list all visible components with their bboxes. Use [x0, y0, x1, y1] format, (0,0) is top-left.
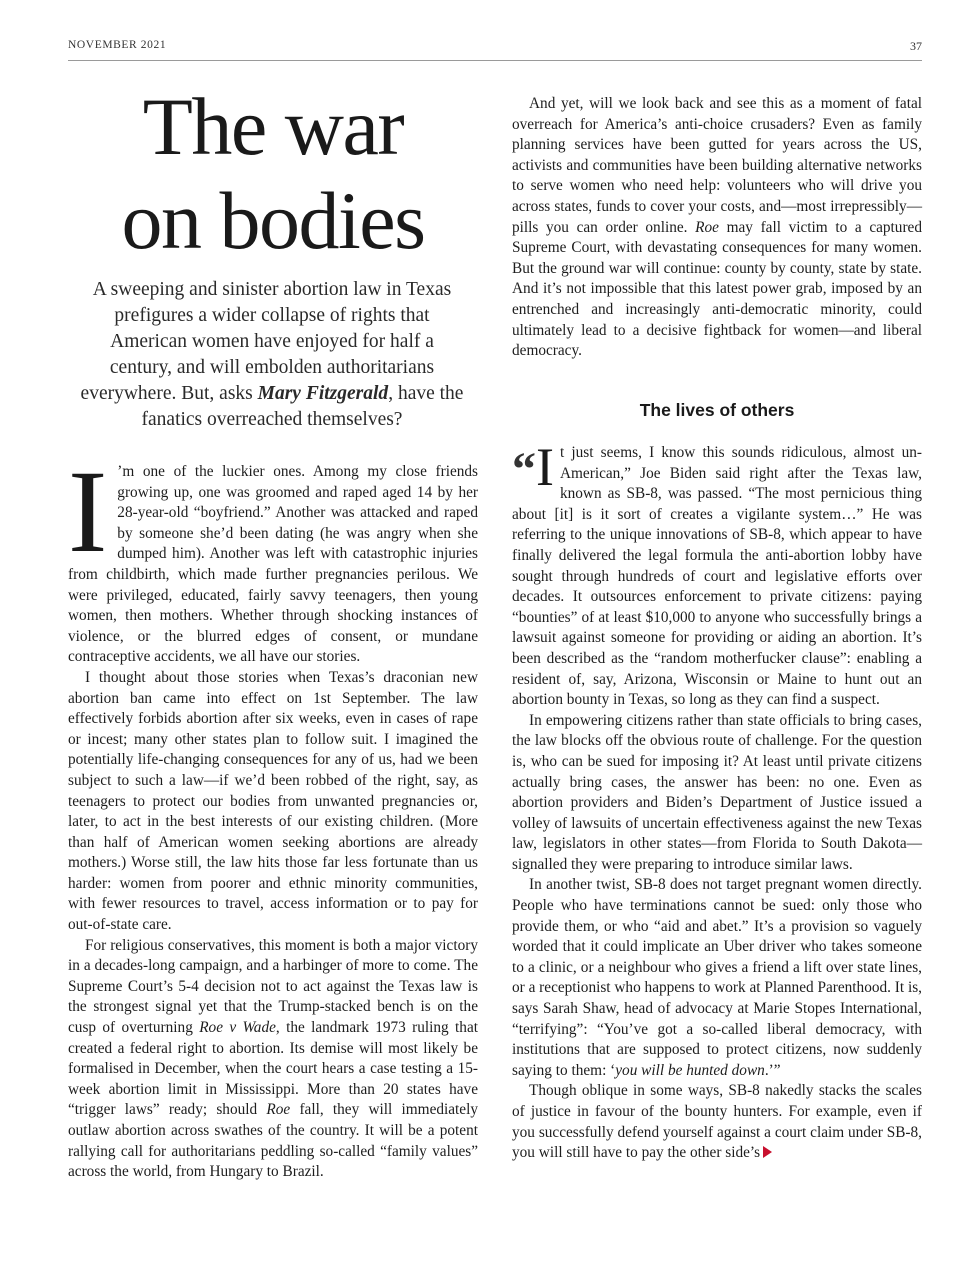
page-number: 37	[910, 39, 922, 53]
right-column-top	[512, 94, 922, 362]
paragraph	[512, 437, 922, 711]
case-name: Roe	[266, 1101, 291, 1119]
continue-arrow-icon	[763, 1146, 772, 1158]
paragraph	[68, 936, 478, 1183]
paragraph-text: may fall victim to a captured Supreme Court, with devastating consequences for many women. But the ground war will continue: county by county, state by state. And it’s not impossible that this latest power grab, imposed by an entrenched and increasingly anti-democratic minority, could ultimately lead to a decisive fightback for women—and liberal democracy.	[512, 218, 922, 360]
issue-date: NOVEMBER 2021	[68, 39, 167, 51]
left-column	[68, 446, 478, 1183]
drop-cap-letter: I	[536, 437, 554, 497]
article-title	[68, 80, 478, 269]
title-line-1: The war	[142, 81, 404, 172]
paragraph	[512, 875, 922, 1081]
dek-text-2: , have the fanatics overreached themselves?	[141, 383, 464, 430]
paragraph: I thought about those stories when Texas’s draconian new abortion ban came into effect on 1st September. The law effectively forbids abortion after six weeks, even in cases of rape or incest; many other states plan to follow suit. I imagined the potentially life-changing consequences for any of us, had we been subject to such a law—if we’d been robbed of the right, say, as teenagers to protect our bodies from unwanted pregnancies or, later, to act in the best interests of our existing children. (More than half of American women seeking abortions are already mothers.) Worse still, the law hits those far less fortunate than us harder: women from poorer and ethnic minority communities, with fewer resources to travel, access information or to pay for out-of-state care.	[68, 668, 478, 934]
header-rule	[68, 60, 922, 61]
right-column-bottom	[512, 437, 922, 1164]
case-name: Roe	[695, 218, 719, 236]
paragraph-text: For religious conservatives, this moment is both a major victory in a decades-long campaign, and a harbinger of more to come. The Supreme Court’s 5-4 decision not to act against the Texas law is the strongest signal yet that the Trump-stacked bench is on the cusp of overturning	[68, 936, 478, 1037]
section-heading: The lives of others	[639, 400, 795, 420]
drop-cap: I	[68, 446, 108, 577]
paragraph-text: fall, they will immediately outlaw abortion across swathes of the country. It will be a potent rallying call for authoritarians peddling so-called “family values” across the world, from Hungary to Brazil.	[68, 1101, 478, 1181]
title-line-2: on bodies	[121, 175, 425, 267]
quote-mark: “	[512, 443, 530, 496]
article-standfirst	[80, 277, 464, 433]
paragraph-text: , the landmark 1973 ruling that created a federal right to abortion. Its demise will most likely be formalised in December, when the court hears a case testing a 15-week abortion limit in Mississippi. More than 20 states have “trigger laws” ready; should	[68, 1019, 478, 1119]
paragraph-text: Though oblique in some ways, SB-8 nakedly stacks the scales of justice in favour of the bounty hunters. For example, even if you successfully defend yourself against a court claim under SB-8, you will still have to pay the other side’s	[512, 1082, 922, 1162]
paragraph: In empowering citizens rather than state officials to bring cases, the law blocks off the obvious route of challenge. For the question is, who can be sued for imposing it? At least until private citizens actually bring cases, the answer has been: no one. Even as abortion providers and Biden’s Department of Justice issued a volley of lawsuits of uncertain effectiveness against the new Texas law, legislators in other states—from Florida to South Dakota—signalled they were preparing to introduce similar laws.	[512, 711, 922, 873]
quoted-phrase: you will be hunted down	[615, 1061, 765, 1079]
paragraph-text: .’”	[764, 1061, 781, 1079]
paragraph-text: In another twist, SB-8 does not target pregnant women directly. People who have terminations cannot be sued: only those who provide them, or who “aid and abet.” It’s a provision so vaguely worded that it could implicate an Uber driver who takes someone to a clinic, or a neighbour who gives a friend a lift over state lines, or a receptionist who happens to work at Planned Parenthood. It is, says Sarah Shaw, head of advocacy at Marie Stopes International, “terrifying”: “You’ve got a so-called liberal democracy, with institutions that are supposed to protect citizens, now suddenly saying to them: ‘	[512, 876, 922, 1079]
paragraph	[68, 446, 478, 668]
paragraph	[512, 1081, 922, 1163]
running-header	[68, 39, 922, 59]
drop-cap	[512, 437, 554, 497]
author-name: Mary Fitzgerald	[257, 383, 389, 404]
paragraph-text: ’m one of the luckier ones. Among my close friends growing up, one was groomed and raped aged 14 by her 28-year-old “boyfriend.” Another was attacked and raped by someone she’d been dating (he was angry when she dumped him). Another was left with catastrophic injuries from childbirth, which made further pregnancies perilous. We were privileged, educated, fairly savvy teenagers, then young women, then mothers. Whether through shocking instances of violence, or the blurred edges of consent, or mundane contraceptive accidents, we all have our stories.	[68, 463, 478, 666]
paragraph-text: And yet, will we look back and see this as a moment of fatal overreach for America’s anti-choice crusaders? Even as family planning services have been gutted for years across the US, activists and communities have been building alternative networks to serve women who need help: volunteers who will drive you across states, funds to cover your costs, and—most irrepressibly—pills you can order online.	[512, 95, 922, 236]
paragraph	[512, 94, 922, 362]
paragraph-text: t just seems, I know this sounds ridiculous, almost un-American,” Joe Biden said right after the Texas law, known as SB-8, was passed. “The most pernicious thing about [it] is it sort of creates a vigilante system…” He was referring to the unique innovations of SB-8, which appear to have finally delivered the legal formula the anti-abortion lobby have sought through hundreds of court and legislative efforts over decades. It outsources enforcement to private citizens: paying “bounties” of at least $10,000 to anyone who successfully brings a lawsuit against someone for providing or aiding an abortion. It’s been described as the “random motherfucker clause”: enabling a resident of, say, Arizona, Wisconsin or Maine to hunt out an abortion bounty in Texas, so long as they can find a suspect.	[512, 444, 922, 709]
case-name: Roe v Wade	[199, 1019, 276, 1037]
dek-text-1: A sweeping and sinister abortion law in Texas prefigures a wider collapse of rights that American women have enjoyed for half a century, and will embolden authoritarians everywhere. But, asks	[80, 279, 452, 404]
